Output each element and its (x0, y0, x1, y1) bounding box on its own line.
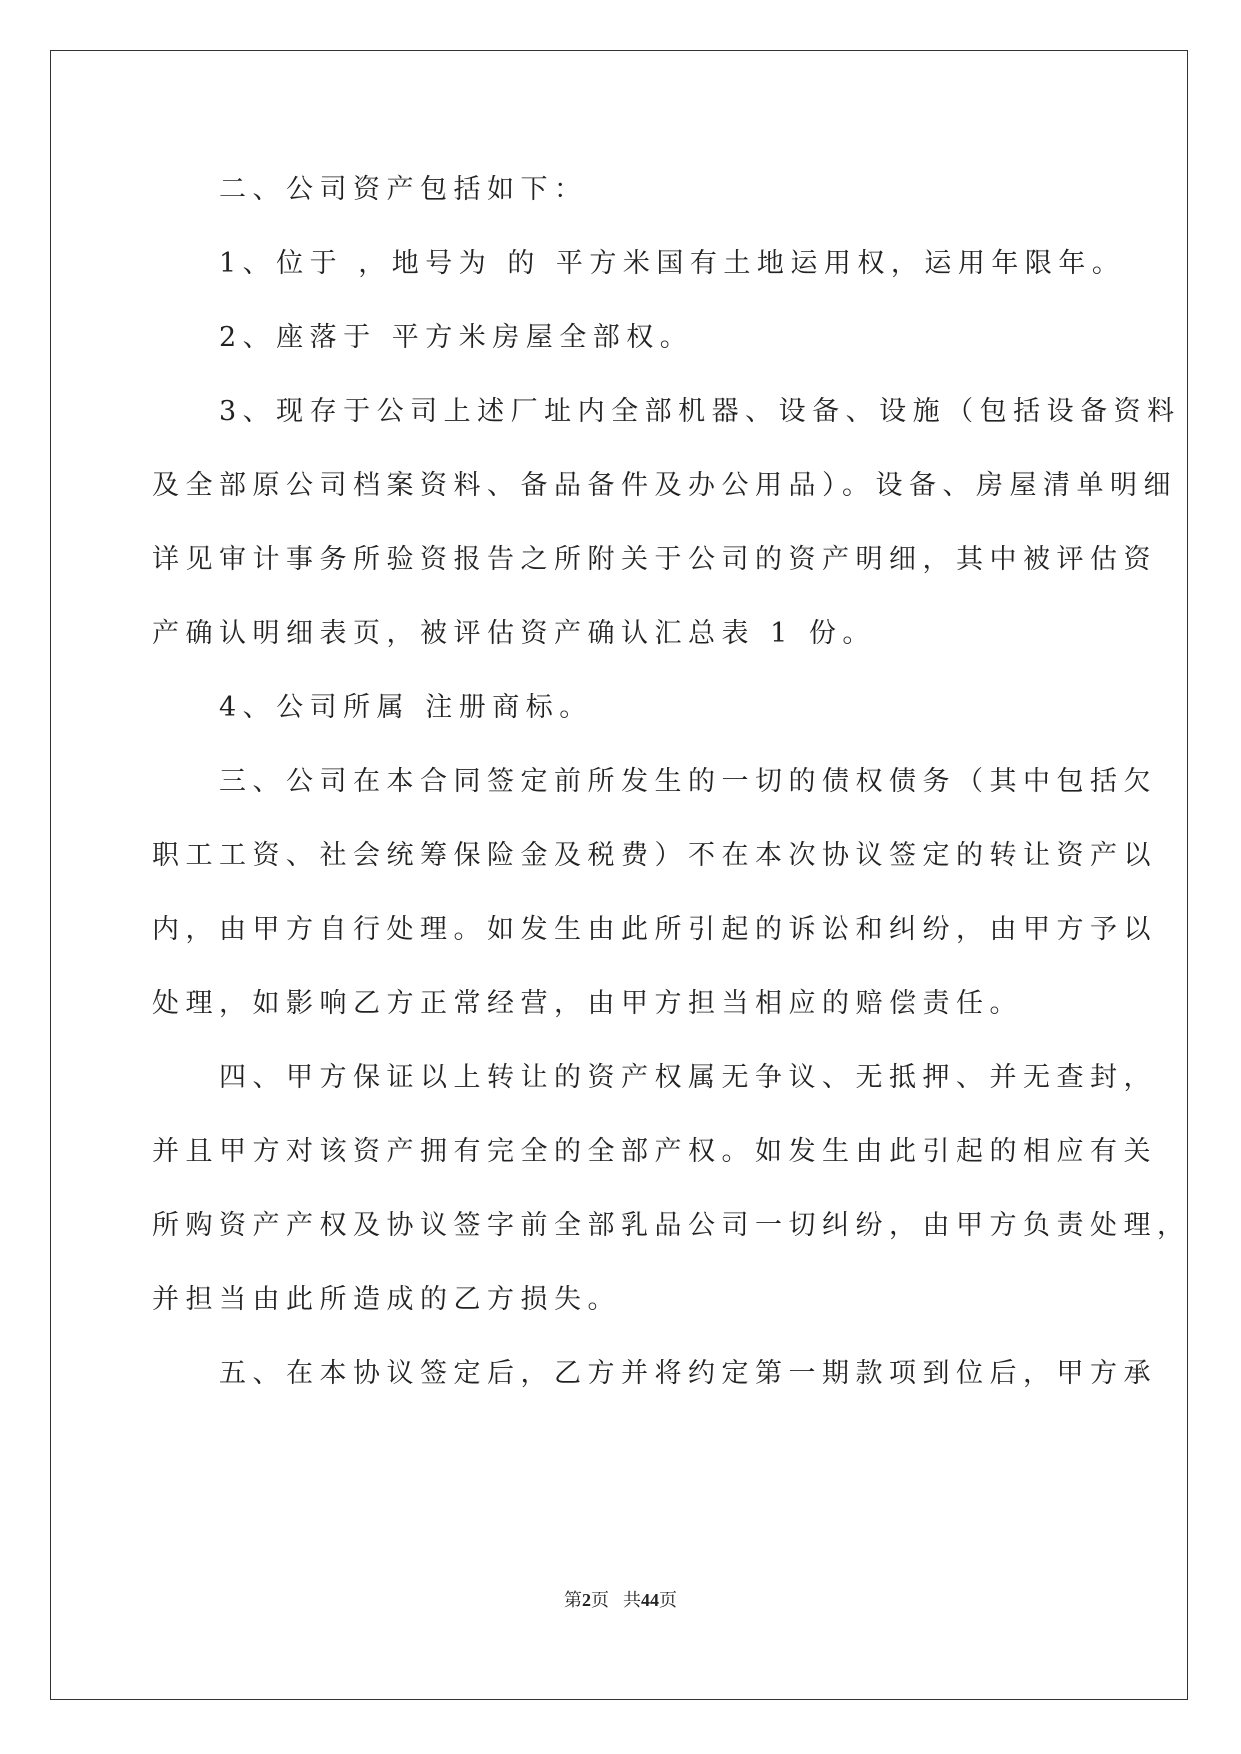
text-line: 并且甲方对该资产拥有完全的全部产权。如发生由此引起的相应有关 (152, 1136, 1157, 1167)
text-line: 内，由甲方自行处理。如发生由此所引起的诉讼和纠纷，由甲方予以 (152, 914, 1157, 945)
text-line: 详见审计事务所验资报告之所附关于公司的资产明细，其中被评估资 (152, 544, 1157, 575)
text-line: 4、公司所属 注册商标。 (152, 692, 593, 723)
text-line: 二、公司资产包括如下： (152, 174, 588, 205)
footer-page-suffix: 页 (591, 1590, 609, 1610)
text-line: 产确认明细表页，被评估资产确认汇总表 1 份。 (152, 618, 876, 649)
text-line: 并担当由此所造成的乙方损失。 (152, 1284, 621, 1315)
text-line: 3、现存于公司上述厂址内全部机器、设备、设施（包括设备资料 (152, 396, 1181, 427)
footer-page-number: 2 (582, 1590, 591, 1610)
text-line: 四、甲方保证以上转让的资产权属无争议、无抵押、并无查封， (152, 1062, 1157, 1093)
text-line: 三、公司在本合同签定前所发生的一切的债权债务（其中包括欠 (152, 766, 1157, 797)
text-line: 及全部原公司档案资料、备品备件及办公用品）。设备、房屋清单明细 (152, 470, 1177, 501)
footer-page-prefix: 第 (564, 1590, 582, 1610)
page-footer (0, 1586, 1241, 1612)
footer-total-suffix: 页 (659, 1590, 677, 1610)
text-line: 职工工资、社会统筹保险金及税费）不在本次协议签定的转让资产以 (152, 840, 1157, 871)
text-line: 1、位于 ，地号为 的 平方米国有土地运用权，运用年限年。 (152, 248, 1126, 279)
footer-total-prefix: 共 (623, 1590, 641, 1610)
text-line: 所购资产产权及协议签字前全部乳品公司一切纠纷，由甲方负责处理， (152, 1210, 1191, 1241)
footer-total-pages: 44 (641, 1590, 659, 1610)
text-line: 五、在本协议签定后，乙方并将约定第一期款项到位后，甲方承 (152, 1358, 1157, 1389)
text-line: 处理，如影响乙方正常经营，由甲方担当相应的赔偿责任。 (152, 988, 1023, 1019)
text-line: 2、座落于 平方米房屋全部权。 (152, 322, 694, 353)
